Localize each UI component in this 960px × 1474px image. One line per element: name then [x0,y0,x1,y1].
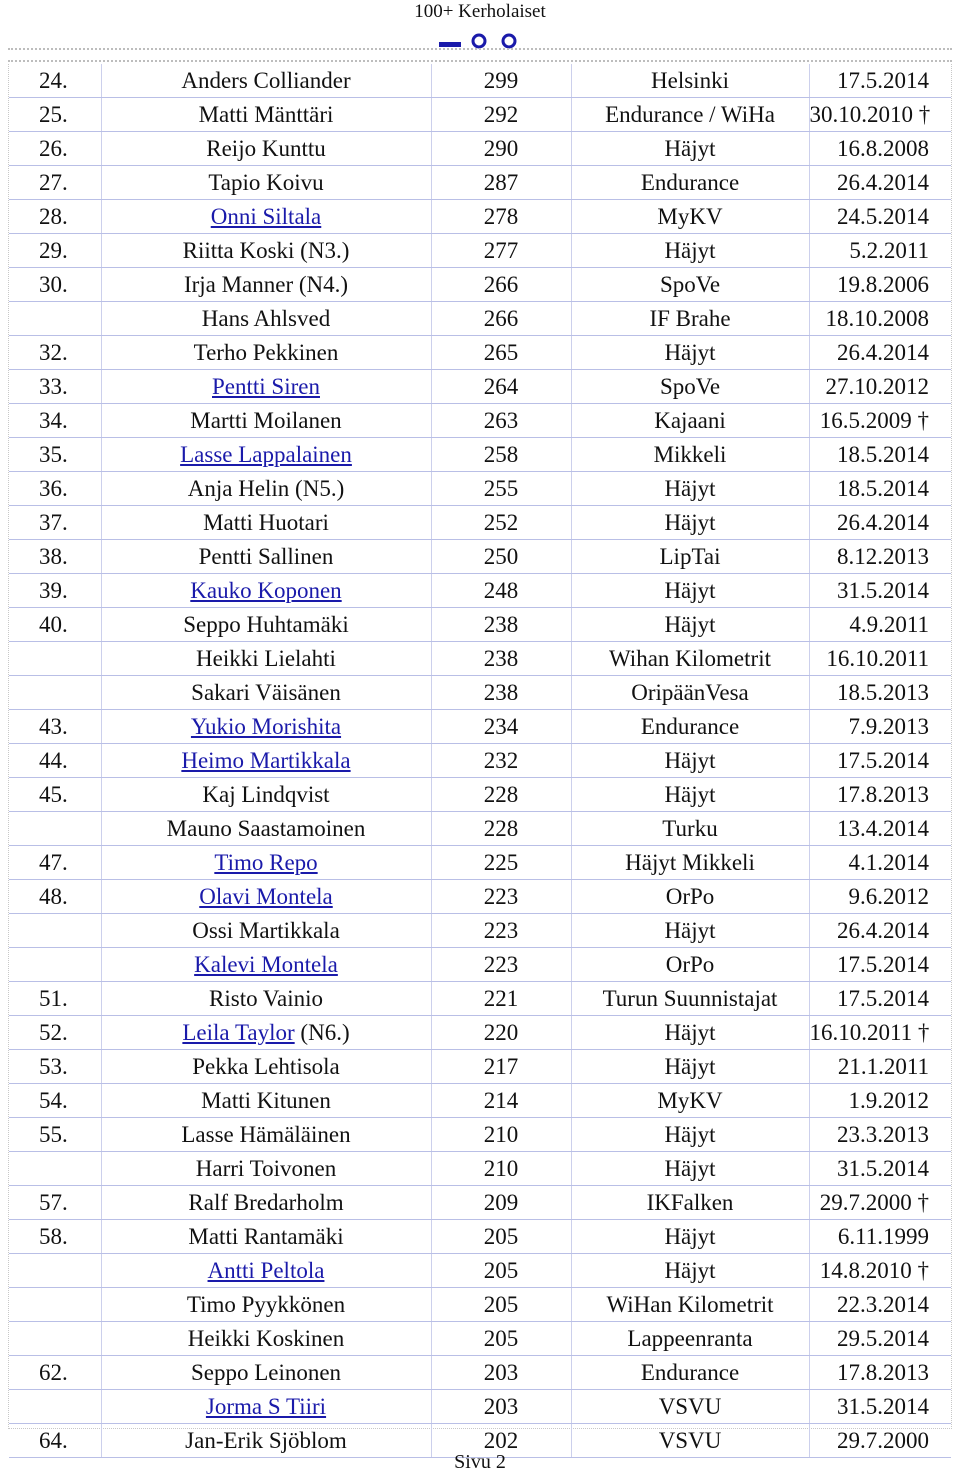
table-row [9,1016,951,1050]
table-row [9,1050,951,1084]
date-cell: 4.9.2011 [809,608,951,642]
member-name: Kaj Lindqvist [202,782,330,807]
member-name: Seppo Huhtamäki [183,612,349,637]
count-cell: 217 [431,1050,571,1084]
name-cell [101,234,431,268]
count-cell: 234 [431,710,571,744]
date-cell: 5.2.2011 [809,234,951,268]
member-note: (N6.) [294,1020,350,1045]
name-cell [101,540,431,574]
name-cell[interactable] [101,1254,431,1288]
table-row [9,608,951,642]
member-link[interactable]: Timo Repo [214,850,318,875]
rank-cell: 52. [9,1016,101,1050]
member-name: Anders Colliander [181,68,351,93]
club-cell: Lappeenranta [571,1322,809,1356]
name-cell [101,642,431,676]
count-cell: 292 [431,98,571,132]
count-cell: 287 [431,166,571,200]
count-cell: 264 [431,370,571,404]
count-cell: 290 [431,132,571,166]
member-name: Mauno Saastamoinen [166,816,366,841]
table-row [9,1288,951,1322]
rank-cell: 53. [9,1050,101,1084]
table-row [9,778,951,812]
rank-cell: 40. [9,608,101,642]
date-cell: 17.5.2014 [809,744,951,778]
member-name: Ossi Martikkala [192,918,340,943]
club-cell: Turku [571,812,809,846]
club-cell: Häjyt [571,506,809,540]
rank-cell: 57. [9,1186,101,1220]
name-cell [101,982,431,1016]
rank-cell: 32. [9,336,101,370]
name-cell[interactable] [101,370,431,404]
member-name: Reijo Kunttu [206,136,326,161]
club-cell: Häjyt [571,472,809,506]
name-cell[interactable] [101,438,431,472]
count-cell: 223 [431,914,571,948]
date-cell: 17.5.2014 [809,948,951,982]
table-row [9,642,951,676]
member-name: Lasse Hämäläinen [181,1122,351,1147]
name-cell[interactable] [101,948,431,982]
date-cell: 19.8.2006 [809,268,951,302]
count-cell: 214 [431,1084,571,1118]
rank-cell: 33. [9,370,101,404]
count-cell: 266 [431,302,571,336]
table-row [9,336,951,370]
club-cell: VSVU [571,1424,809,1458]
count-cell: 225 [431,846,571,880]
rank-cell [9,1288,101,1322]
club-cell: Häjyt [571,778,809,812]
name-cell [101,1322,431,1356]
count-cell: 263 [431,404,571,438]
table-row [9,1220,951,1254]
member-name: Sakari Väisänen [191,680,341,705]
member-name: Timo Pyykkönen [186,1292,346,1317]
table-row [9,846,951,880]
date-cell: 26.4.2014 [809,166,951,200]
name-cell[interactable] [101,1390,431,1424]
name-cell [101,132,431,166]
date-cell: 17.8.2013 [809,778,951,812]
count-cell: 228 [431,778,571,812]
rank-cell [9,1390,101,1424]
count-cell: 248 [431,574,571,608]
member-link[interactable]: Yukio Morishita [190,714,342,739]
rank-cell: 26. [9,132,101,166]
rank-cell: 39. [9,574,101,608]
table-row [9,1356,951,1390]
member-link[interactable]: Antti Peltola [207,1258,325,1283]
date-cell: 29.7.2000 † [809,1186,951,1220]
table-row [9,438,951,472]
member-name: Martti Moilanen [190,408,342,433]
count-cell: 252 [431,506,571,540]
name-cell [101,676,431,710]
date-cell: 17.5.2014 [809,64,951,98]
rank-cell: 54. [9,1084,101,1118]
name-cell [101,268,431,302]
date-cell: 16.5.2009 † [809,404,951,438]
rank-cell: 28. [9,200,101,234]
rank-cell [9,1254,101,1288]
member-name: Matti Mänttäri [198,102,334,127]
count-cell: 223 [431,948,571,982]
member-name: Anja Helin (N5.) [187,476,345,501]
rank-cell: 51. [9,982,101,1016]
member-link[interactable]: Olavi Montela [199,884,333,909]
club-cell: Häjyt Mikkeli [571,846,809,880]
count-cell: 277 [431,234,571,268]
count-cell: 228 [431,812,571,846]
rank-cell: 35. [9,438,101,472]
count-cell: 265 [431,336,571,370]
member-name: Pekka Lehtisola [192,1054,340,1079]
date-cell: 16.8.2008 [809,132,951,166]
club-cell: Häjyt [571,1118,809,1152]
table-row [9,166,951,200]
date-cell: 29.5.2014 [809,1322,951,1356]
rank-cell: 58. [9,1220,101,1254]
date-cell: 18.5.2014 [809,438,951,472]
name-cell [101,336,431,370]
club-cell: OrPo [571,948,809,982]
document-title: 100+ Kerholaiset [414,1,546,22]
member-link[interactable]: Heimo Martikkala [181,748,351,773]
member-link[interactable]: Onni Siltala [210,204,322,229]
date-cell: 31.5.2014 [809,574,951,608]
club-cell: MyKV [571,200,809,234]
club-cell: VSVU [571,1390,809,1424]
club-cell: Häjyt [571,608,809,642]
rank-cell [9,676,101,710]
table-row [9,200,951,234]
date-cell: 31.5.2014 [809,1390,951,1424]
club-cell: Helsinki [571,64,809,98]
name-cell [101,472,431,506]
count-cell: 220 [431,1016,571,1050]
name-cell [101,1288,431,1322]
rank-cell: 62. [9,1356,101,1390]
name-cell [101,64,431,98]
table-row [9,98,951,132]
table-row [9,914,951,948]
table-row [9,404,951,438]
member-link[interactable]: Pentti Siren [212,374,320,399]
club-cell: WiHan Kilometrit [571,1288,809,1322]
count-cell: 238 [431,642,571,676]
name-cell[interactable] [101,846,431,880]
member-name: Tapio Koivu [208,170,324,195]
name-cell [101,812,431,846]
rank-cell: 25. [9,98,101,132]
member-name: Heikki Lielahti [196,646,336,671]
rank-cell [9,642,101,676]
club-cell: Häjyt [571,132,809,166]
rank-cell [9,948,101,982]
name-cell[interactable] [101,200,431,234]
count-cell: 210 [431,1118,571,1152]
table-row [9,268,951,302]
count-cell: 299 [431,64,571,98]
club-cell: Endurance [571,710,809,744]
rank-cell: 64. [9,1424,101,1458]
date-cell: 26.4.2014 [809,506,951,540]
name-cell[interactable] [101,880,431,914]
table-row [9,370,951,404]
club-cell: Häjyt [571,1152,809,1186]
name-cell [101,404,431,438]
club-cell: IKFalken [571,1186,809,1220]
page-number: Sivu 2 [454,1451,506,1473]
table-row [9,1118,951,1152]
club-cell: SpoVe [571,370,809,404]
club-cell: Häjyt [571,914,809,948]
member-name: Jan-Erik Sjöblom [185,1428,347,1453]
name-cell [101,1118,431,1152]
page-header [0,0,960,24]
count-cell: 238 [431,676,571,710]
name-cell[interactable] [101,744,431,778]
date-cell: 9.6.2012 [809,880,951,914]
name-cell [101,302,431,336]
count-cell: 205 [431,1322,571,1356]
member-name: Terho Pekkinen [193,340,339,365]
club-cell: Häjyt [571,234,809,268]
count-cell: 258 [431,438,571,472]
name-cell [101,1220,431,1254]
table-row [9,302,951,336]
table-row [9,710,951,744]
count-cell: 238 [431,608,571,642]
club-cell: OripäänVesa [571,676,809,710]
date-cell: 18.5.2014 [809,472,951,506]
date-cell: 8.12.2013 [809,540,951,574]
date-cell: 17.8.2013 [809,1356,951,1390]
club-cell: SpoVe [571,268,809,302]
count-cell: 209 [431,1186,571,1220]
name-cell[interactable] [101,710,431,744]
count-cell: 223 [431,880,571,914]
name-cell [101,98,431,132]
rank-cell: 30. [9,268,101,302]
count-cell: 205 [431,1288,571,1322]
table-row [9,880,951,914]
name-cell [101,608,431,642]
club-cell: Wihan Kilometrit [571,642,809,676]
table-row [9,506,951,540]
club-cell: Häjyt [571,1220,809,1254]
rank-cell: 27. [9,166,101,200]
date-cell: 24.5.2014 [809,200,951,234]
members-table [9,64,951,1458]
table-row [9,1254,951,1288]
table-row [9,64,951,98]
club-cell: MyKV [571,1084,809,1118]
member-name: Riitta Koski (N3.) [182,238,350,263]
rank-cell [9,302,101,336]
table-row [9,574,951,608]
date-cell: 13.4.2014 [809,812,951,846]
date-cell: 21.1.2011 [809,1050,951,1084]
date-cell: 16.10.2011 [809,642,951,676]
name-cell [101,506,431,540]
name-cell [101,1356,431,1390]
member-name: Pentti Sallinen [198,544,334,569]
table-row [9,1186,951,1220]
member-name: Risto Vainio [209,986,323,1011]
member-link[interactable]: Kalevi Montela [194,952,338,977]
member-name: Harri Toivonen [195,1156,337,1181]
date-cell: 23.3.2013 [809,1118,951,1152]
table-row [9,540,951,574]
club-cell: Mikkeli [571,438,809,472]
name-cell [101,1152,431,1186]
date-cell: 30.10.2010 † [809,98,951,132]
name-cell [101,1050,431,1084]
name-cell[interactable] [101,574,431,608]
date-cell: 26.4.2014 [809,914,951,948]
member-name: Seppo Leinonen [190,1360,342,1385]
date-cell: 17.5.2014 [809,982,951,1016]
date-cell: 16.10.2011 † [809,1016,951,1050]
club-cell: OrPo [571,880,809,914]
name-cell[interactable] [101,1016,431,1050]
rank-cell [9,914,101,948]
table-row [9,676,951,710]
rank-cell: 47. [9,846,101,880]
club-cell: Häjyt [571,574,809,608]
club-cell: Endurance / WiHa [571,98,809,132]
club-cell: Endurance [571,166,809,200]
rank-cell [9,812,101,846]
members-table-body [9,64,951,1458]
club-cell: Häjyt [571,1050,809,1084]
table-row [9,1152,951,1186]
page-footer [0,1450,960,1474]
member-name: Ralf Bredarholm [188,1190,344,1215]
date-cell: 6.11.1999 [809,1220,951,1254]
rank-cell: 34. [9,404,101,438]
member-name: Irja Manner (N4.) [183,272,349,297]
count-cell: 202 [431,1424,571,1458]
count-cell: 210 [431,1152,571,1186]
count-cell: 203 [431,1390,571,1424]
club-cell: Häjyt [571,336,809,370]
date-cell: 14.8.2010 † [809,1254,951,1288]
member-name: Matti Huotari [203,510,329,535]
count-cell: 205 [431,1254,571,1288]
frame-top-rule [8,48,952,62]
count-cell: 278 [431,200,571,234]
date-cell: 22.3.2014 [809,1288,951,1322]
member-name: Heikki Koskinen [187,1326,345,1351]
date-cell: 4.1.2014 [809,846,951,880]
member-link[interactable]: Leila Taylor [182,1020,295,1045]
club-cell: IF Brahe [571,302,809,336]
name-cell [101,1186,431,1220]
date-cell: 7.9.2013 [809,710,951,744]
table-row [9,948,951,982]
date-cell: 18.5.2013 [809,676,951,710]
table-row [9,472,951,506]
member-link[interactable]: Kauko Koponen [190,578,342,603]
rank-cell: 36. [9,472,101,506]
rank-cell: 37. [9,506,101,540]
club-cell: Kajaani [571,404,809,438]
count-cell: 250 [431,540,571,574]
club-cell: Häjyt [571,744,809,778]
club-cell: Häjyt [571,1254,809,1288]
name-cell [101,914,431,948]
members-table-frame [8,64,952,1453]
table-row [9,982,951,1016]
table-row [9,812,951,846]
date-cell: 27.10.2012 [809,370,951,404]
member-link[interactable]: Lasse Lappalainen [180,442,352,467]
count-cell: 205 [431,1220,571,1254]
rank-cell [9,1322,101,1356]
table-row [9,1084,951,1118]
rank-cell: 29. [9,234,101,268]
rank-cell: 44. [9,744,101,778]
name-cell [101,1084,431,1118]
date-cell: 18.10.2008 [809,302,951,336]
member-link[interactable]: Jorma S Tiiri [205,1394,327,1419]
date-cell: 31.5.2014 [809,1152,951,1186]
member-name: Matti Rantamäki [188,1224,344,1249]
table-row [9,744,951,778]
count-cell: 255 [431,472,571,506]
rank-cell: 24. [9,64,101,98]
rank-cell: 45. [9,778,101,812]
member-name: Hans Ahlsved [201,306,331,331]
club-cell: Häjyt [571,1016,809,1050]
club-cell: Turun Suunnistajat [571,982,809,1016]
rank-cell: 48. [9,880,101,914]
date-cell: 1.9.2012 [809,1084,951,1118]
rank-cell: 55. [9,1118,101,1152]
table-row [9,1322,951,1356]
table-row [9,132,951,166]
rank-cell: 38. [9,540,101,574]
name-cell [101,778,431,812]
header-decoration-icon [437,31,521,49]
table-row [9,1390,951,1424]
member-name: Matti Kitunen [201,1088,331,1113]
count-cell: 266 [431,268,571,302]
rank-cell [9,1152,101,1186]
count-cell: 221 [431,982,571,1016]
rank-cell: 43. [9,710,101,744]
count-cell: 232 [431,744,571,778]
club-cell: LipTai [571,540,809,574]
name-cell [101,166,431,200]
date-cell: 26.4.2014 [809,336,951,370]
table-row [9,234,951,268]
club-cell: Endurance [571,1356,809,1390]
count-cell: 203 [431,1356,571,1390]
date-cell: 29.7.2000 [809,1424,951,1458]
